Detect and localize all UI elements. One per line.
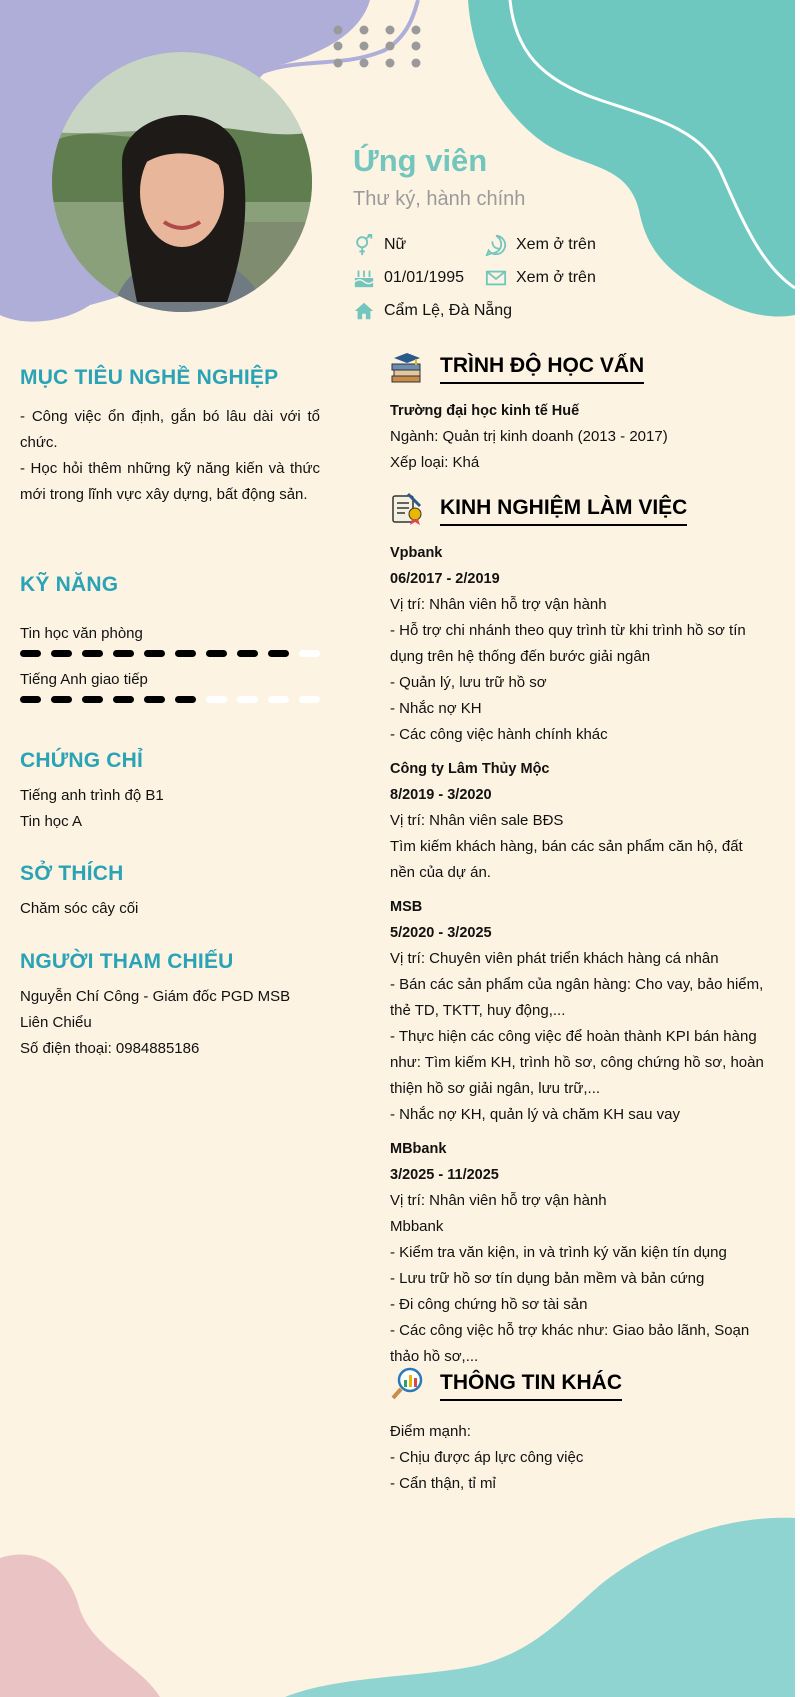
gender-value: Nữ [384,236,407,253]
job-line: - Kiểm tra văn kiện, in và trình ký văn kiện tín dụng [390,1244,727,1261]
job-line: - Đi công chứng hồ sơ tài sản [390,1296,588,1313]
job-entry [390,756,770,886]
job-period: 06/2017 - 2/2019 [390,571,500,587]
skill-dot-filled [82,696,103,703]
skill-dot-filled [113,696,134,703]
objective-line: - Công việc ổn định, gắn bó lâu dài với tổ chức. [20,408,320,451]
job-line: Tìm kiếm khách hàng, bán các sản phẩm căn hộ, đất nền của dự án. [390,838,743,881]
objective-line: - Học hỏi thêm những kỹ năng kiến và thức mới trong lĩnh vực xây dựng, bất động sản. [20,460,320,503]
education-grade: Xếp loại: Khá [390,454,480,471]
job-line: - Lưu trữ hồ sơ tín dụng bản mềm và bản cứng [390,1270,705,1287]
other-info-line: - Cẩn thận, tỉ mỉ [390,1475,496,1492]
skill-dot-filled [113,650,134,657]
hobbies-title: SỞ THÍCH [20,862,124,885]
other-info-title: THÔNG TIN KHÁC [440,1371,622,1401]
references-section [20,950,320,1062]
job-company: MBbank [390,1141,447,1157]
job-entry [390,540,770,748]
job-line: - Nhắc nợ KH, quản lý và chăm KH sau vay [390,1106,680,1123]
hobby-item: Chăm sóc cây cối [20,900,139,917]
school-name: Trường đại học kinh tế Huế [390,403,580,419]
certificate-icon [390,492,424,526]
reference-line: Nguyễn Chí Công - Giám đốc PGD MSB Liên Chiểu [20,988,291,1031]
skill-dot-filled [51,696,72,703]
skill-dot-filled [175,696,196,703]
references-title: NGƯỜI THAM CHIẾU [20,950,234,973]
skill-dot-empty [299,650,320,657]
job-line: Vị trí: Nhân viên hỗ trợ vận hành [390,596,607,613]
certificates-section [20,749,320,835]
skill-dot-filled [237,650,258,657]
job-line: Vị trí: Nhân viên hỗ trợ vận hành [390,1192,607,1209]
job-period: 3/2025 - 11/2025 [390,1167,499,1183]
address-value: Cẩm Lệ, Đà Nẵng [384,302,513,319]
email-value: Xem ở trên [516,269,596,286]
job-period: 5/2020 - 3/2025 [390,925,492,941]
skill-label: Tin học văn phòng [20,625,143,642]
books-icon [390,350,424,384]
home-icon [353,300,375,322]
job-company: Công ty Lâm Thủy Mộc [390,761,550,777]
skill-dot-empty [206,696,227,703]
hobbies-section [20,862,320,922]
job-line: - Nhắc nợ KH [390,700,482,717]
gender-icon [353,234,375,256]
job-entry [390,894,770,1128]
skill-dot-filled [20,696,41,703]
phone-value: Xem ở trên [516,236,596,253]
skill-dot-filled [51,650,72,657]
job-line: - Thực hiện các công việc để hoàn thành KPI bán hàng như: Tìm kiếm KH, trình hồ sơ, công chứng hồ sơ, hoàn thiện hồ sơ giải ngân, lưu trữ,... [390,1028,764,1097]
education-section [390,350,770,476]
email-icon [485,267,507,289]
education-title: TRÌNH ĐỘ HỌC VẤN [440,354,644,384]
certificates-title: CHỨNG CHỈ [20,749,144,772]
skill-dot-filled [144,696,165,703]
education-major: Ngành: Quản trị kinh doanh (2013 - 2017) [390,428,668,445]
birthday-value: 01/01/1995 [384,269,465,286]
info-birthday [353,267,464,289]
job-line: Vị trí: Chuyên viên phát triển khách hàng cá nhân [390,950,719,967]
job-line: Mbbank [390,1218,444,1235]
skill-dot-filled [82,650,103,657]
job-company: Vpbank [390,545,443,561]
avatar [52,52,312,312]
skill-rating [20,650,320,657]
reference-line: Số điện thoại: 0984885186 [20,1040,200,1057]
job-title: Thư ký, hành chính [353,188,526,210]
candidate-name: Ứng viên [353,143,488,178]
job-period: 8/2019 - 3/2020 [390,787,492,803]
objective-title: MỤC TIÊU NGHỀ NGHIỆP [20,366,279,389]
certificate-item: Tin học A [20,813,82,830]
skills-section [20,573,320,717]
info-email [485,267,596,289]
job-line: - Các công việc hỗ trợ khác như: Giao bảo lãnh, Soạn thảo hồ sơ,... [390,1322,750,1365]
experience-section [390,492,770,1370]
phone-icon [485,234,507,256]
skills-title: KỸ NĂNG [20,573,119,596]
birthday-icon [353,267,375,289]
other-info-line: - Chịu được áp lực công việc [390,1449,584,1466]
skill-dot-empty [299,696,320,703]
skill-dot-filled [144,650,165,657]
certificate-item: Tiếng anh trình độ B1 [20,787,164,804]
other-info-line: Điểm mạnh: [390,1423,471,1440]
experience-title: KINH NGHIỆM LÀM VIỆC [440,496,687,526]
info-gender [353,234,406,256]
skill-dot-empty [237,696,258,703]
other-info-section [390,1367,770,1497]
chart-magnifier-icon [390,1367,424,1401]
skill-dot-filled [268,650,289,657]
skill-rating [20,696,320,703]
job-line: - Quản lý, lưu trữ hồ sơ [390,674,547,691]
skill-dot-filled [206,650,227,657]
info-phone [485,234,596,256]
info-address [353,300,512,322]
job-company: MSB [390,899,423,915]
job-entry [390,1136,770,1370]
skill-dot-empty [268,696,289,703]
skill-label: Tiếng Anh giao tiếp [20,671,148,688]
skill-dot-filled [175,650,196,657]
job-line: - Các công việc hành chính khác [390,726,608,743]
skill-dot-filled [20,650,41,657]
job-line: - Bán các sản phẩm của ngân hàng: Cho vay, bảo hiểm, thẻ TD, TKTT, huy động,... [390,976,764,1019]
job-line: Vị trí: Nhân viên sale BĐS [390,812,564,829]
job-line: - Hỗ trợ chi nhánh theo quy trình từ khi trình hồ sơ tín dụng trên hệ thống đến bước giải ngân [390,622,746,665]
objective-section [20,366,320,508]
